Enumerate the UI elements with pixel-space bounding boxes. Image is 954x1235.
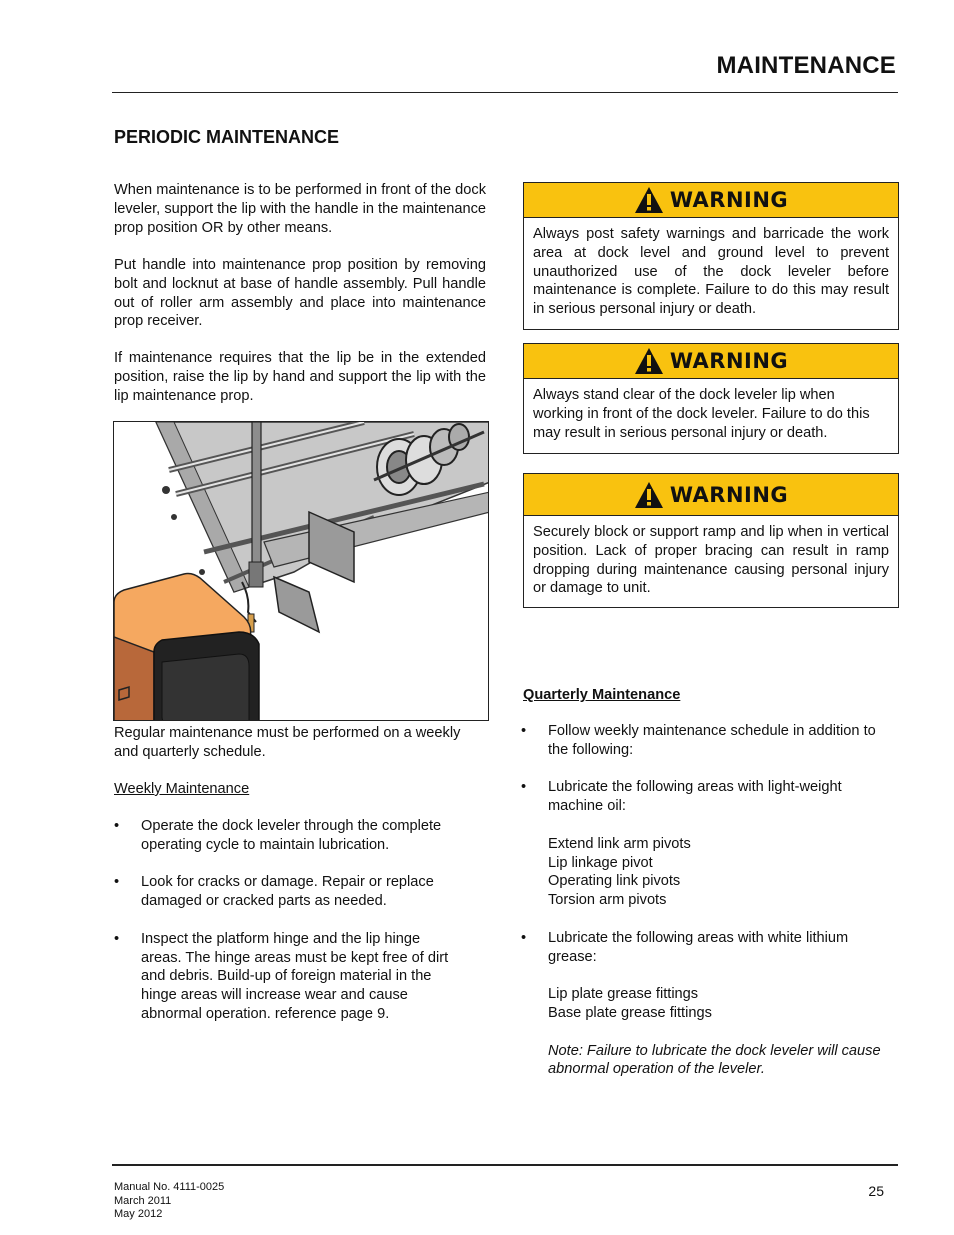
quarterly-item: • Follow weekly maintenance schedule in addition to the following: [521, 723, 876, 758]
weekly-maintenance-title: Weekly Maintenance [114, 781, 250, 797]
section-title: PERIODIC MAINTENANCE [114, 127, 340, 147]
warning-box-2 [523, 343, 899, 454]
oil-point: Torsion arm pivots [548, 892, 667, 909]
grease-point: Lip plate grease fittings [548, 986, 699, 1003]
warning-box-1 [523, 182, 899, 330]
dock-leveler-illustration [113, 421, 489, 721]
lubrication-note: Note: Failure to lubricate the dock leveler will cause abnormal operation of the leveler. [548, 1042, 881, 1078]
warning-label: WARNING [669, 188, 789, 212]
weekly-item: • Look for cracks or damage. Repair or replace damaged or cracked parts as needed. [114, 874, 434, 910]
footer-date-2: May 2012 [114, 1208, 163, 1220]
oil-points-list [548, 835, 893, 910]
page-header-title: MAINTENANCE [716, 52, 896, 79]
oil-point: Operating link pivots [548, 873, 681, 890]
oil-point: Extend link arm pivots [548, 835, 691, 852]
warning-label: WARNING [669, 349, 789, 373]
warning-box-3 [523, 473, 899, 608]
warning-header [524, 474, 898, 516]
warning-triangle-icon [634, 481, 664, 509]
warning-triangle-icon [634, 186, 664, 214]
grease-point: Base plate grease fittings [548, 1004, 712, 1021]
warning-text: Always post safety warnings and barricade the work area at dock level and ground level to prevent unauthorized use of the dock leveler before maintenance is complete. Failure to do this may result in serious personal injury or death. [533, 226, 889, 318]
header-rule [112, 92, 898, 93]
footer-rule [112, 1164, 898, 1166]
intro-paragraph-1: When maintenance is to be performed in front of the dock leveler, support the lip with the handle in the maintenance prop position OR by other means. [114, 182, 486, 236]
warning-label: WARNING [669, 482, 789, 507]
quarterly-maintenance-list [521, 722, 893, 1098]
weekly-item: • Inspect the platform hinge and the lip hinge areas. The hinge areas must be kept free of dirt and debris. Build-up of foreign material in the hinge areas will increase wear and cause abnormal operation. reference page 9. [114, 930, 449, 1022]
intro-paragraph-2: Put handle into maintenance prop position by removing bolt and locknut at base of handle assembly. Pull handle out of roller arm assembly and place into maintenance prop receiver. [114, 257, 486, 330]
warning-text: Securely block or support ramp and lip when in vertical position. Lack of proper bracing can result in ramp dropping during maintenance causing personal injury or damage to unit. [533, 524, 889, 597]
page-number: 25 [868, 1183, 884, 1199]
warning-triangle-icon [634, 347, 664, 375]
footer-date-1: March 2011 [114, 1194, 172, 1207]
warning-text: Always stand clear of the dock leveler lip when working in front of the dock leveler. Failure to do this may result in serious personal injury or death. [533, 387, 870, 441]
grease-points-list [548, 985, 893, 1023]
quarterly-item: • Lubricate the following areas with white lithium grease: Lip plate grease fittings Base plate grease fittings Note: Failure to lubricate the dock leveler will cause abnormal operation of the leveler. [521, 929, 893, 1079]
intro-paragraph-3: If maintenance requires that the lip be in the extended position, raise the lip by hand and support the lip with the lip maintenance prop. [114, 350, 486, 404]
manual-number: Manual No. 4111-0025 [114, 1181, 225, 1193]
footer-info [114, 1181, 224, 1222]
warning-header [524, 344, 898, 379]
weekly-maintenance-list [114, 817, 464, 1043]
quarterly-item: • Lubricate the following areas with light-weight machine oil: Extend link arm pivots Lip linkage pivot Operating link pivots Torsion arm pivots [521, 778, 893, 910]
weekly-item: • Operate the dock leveler through the complete operating cycle to maintain lubrication. [114, 818, 442, 853]
maintenance-prop-drawing [114, 422, 489, 721]
warning-header [524, 183, 898, 218]
schedule-paragraph: Regular maintenance must be performed on a weekly and quarterly schedule. [114, 725, 461, 760]
quarterly-maintenance-title: Quarterly Maintenance [523, 687, 681, 703]
oil-point: Lip linkage pivot [548, 854, 653, 871]
